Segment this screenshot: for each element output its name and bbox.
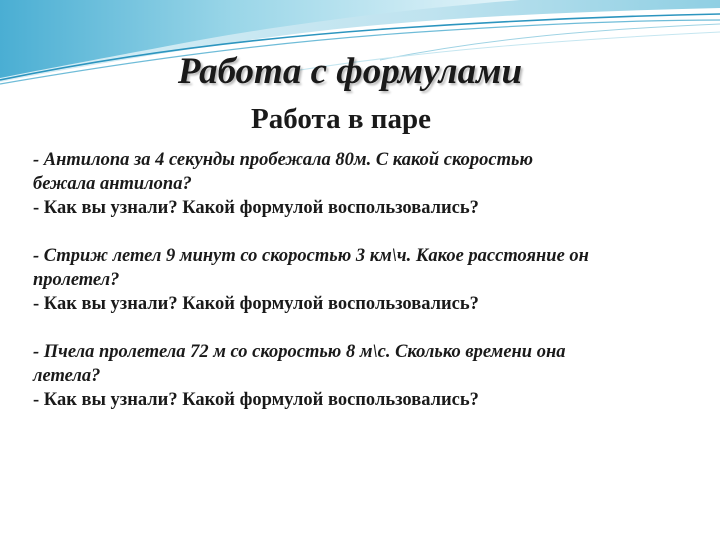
task-item bbox=[33, 244, 703, 316]
task-question: - Как вы узнали? Какой формулой воспользовались? bbox=[33, 198, 479, 218]
task-problem-text: Антилопа за 4 секунды пробежала 80м. С какой скоростью бежала антилопа? bbox=[33, 150, 533, 194]
task-problem-text: Стриж летел 9 минут со скоростью 3 км\ч. Какое расстояние он пролетел? bbox=[33, 246, 589, 290]
slide-subtitle: Работа в паре bbox=[251, 103, 431, 135]
task-dash: - bbox=[33, 150, 44, 170]
task-question: - Как вы узнали? Какой формулой воспользовались? bbox=[33, 294, 479, 314]
task-item bbox=[33, 148, 703, 220]
task-question: - Как вы узнали? Какой формулой воспользовались? bbox=[33, 390, 479, 410]
task-problem-text: Пчела пролетела 72 м со скоростью 8 м\с. Сколько времени она летела? bbox=[33, 342, 566, 386]
task-dash: - bbox=[33, 246, 44, 266]
task-problem bbox=[33, 244, 593, 292]
task-dash: - bbox=[33, 342, 44, 362]
slide-title: Работа с формулами bbox=[177, 51, 523, 92]
task-item bbox=[33, 340, 703, 412]
task-problem bbox=[33, 340, 593, 388]
task-list bbox=[33, 148, 703, 412]
task-problem bbox=[33, 148, 593, 196]
